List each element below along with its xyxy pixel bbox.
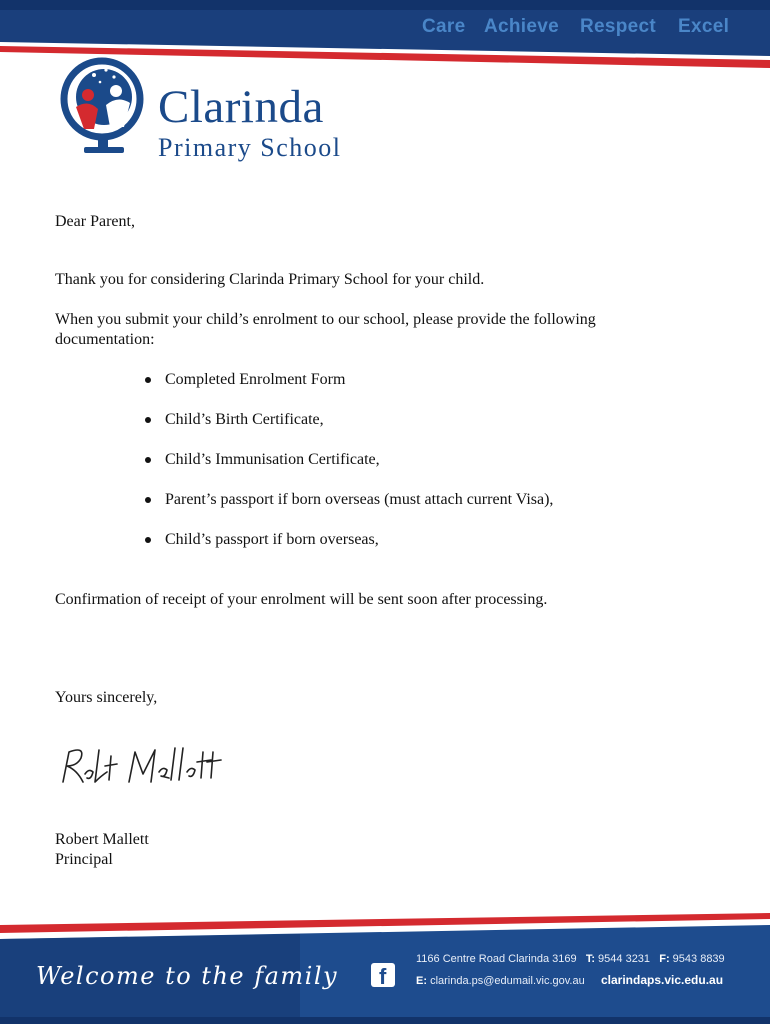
list-item: [145, 410, 553, 450]
fax-label: F:: [659, 953, 670, 965]
list-item-text: Completed Enrolment Form: [165, 371, 346, 388]
bullet-icon: [145, 417, 151, 423]
bullet-icon: [145, 377, 151, 383]
signature-image: [55, 742, 225, 790]
footer-email-line: [416, 975, 585, 987]
school-logo-globe: [58, 55, 168, 160]
footer-address: 1166 Centre Road Clarinda 3169: [416, 953, 577, 965]
list-item: [145, 370, 553, 410]
footer-email[interactable]: clarinda.ps@edumail.vic.gov.au: [430, 975, 585, 987]
list-item: [145, 450, 553, 490]
phone-label: T:: [585, 953, 595, 965]
footer-website[interactable]: clarindaps.vic.edu.au: [601, 973, 724, 987]
list-item-text: Child’s passport if born overseas,: [165, 531, 379, 548]
motto-care: Care: [422, 16, 466, 37]
documents-list: [145, 370, 553, 570]
list-item: [145, 490, 553, 530]
signer-name: Robert Mallett: [55, 831, 149, 848]
intro-paragraph: Thank you for considering Clarinda Primary School for your child.: [55, 271, 485, 288]
school-subtitle: Primary School: [158, 133, 342, 162]
list-item-text: Child’s Birth Certificate,: [165, 411, 324, 428]
motto-achieve: Achieve: [484, 16, 559, 37]
list-item-text: Parent’s passport if born overseas (must attach current Visa),: [165, 491, 554, 508]
list-item-text: Child’s Immunisation Certificate,: [165, 451, 380, 468]
confirmation-paragraph: Confirmation of receipt of your enrolment will be sent soon after processing.: [55, 591, 548, 608]
facebook-icon[interactable]: f: [371, 963, 395, 987]
footer-phone: 9544 3231: [598, 953, 651, 965]
bullet-icon: [145, 497, 151, 503]
closing: Yours sincerely,: [55, 689, 158, 706]
request-paragraph-line2: documentation:: [55, 331, 155, 348]
signer-title: Principal: [55, 851, 113, 868]
list-item: [145, 530, 553, 570]
email-label: E:: [416, 975, 427, 987]
bullet-icon: [145, 537, 151, 543]
motto-respect: Respect: [580, 16, 657, 37]
footer-fax: 9543 8839: [672, 953, 725, 965]
motto-excel: Excel: [678, 16, 730, 37]
greeting: Dear Parent,: [55, 213, 135, 230]
request-paragraph-line1: When you submit your child’s enrolment to our school, please provide the following: [55, 311, 596, 328]
footer-tagline: Welcome to the family: [36, 962, 339, 990]
school-name: Clarinda: [158, 81, 324, 133]
footer-address-line: [416, 953, 725, 965]
bullet-icon: [145, 457, 151, 463]
